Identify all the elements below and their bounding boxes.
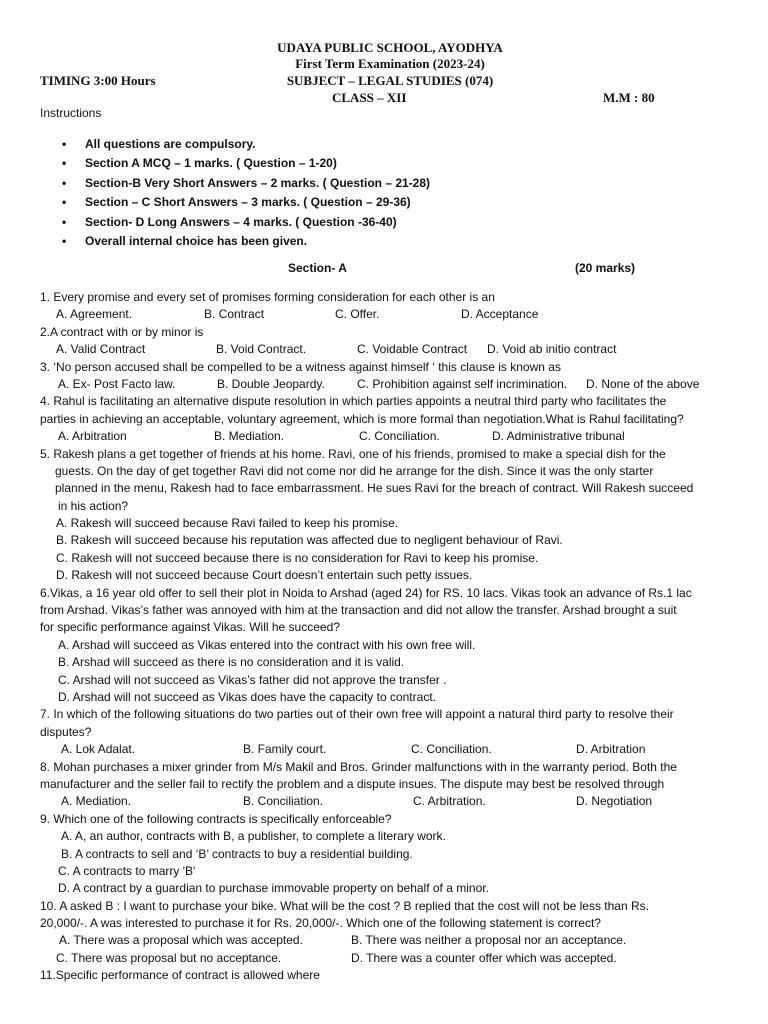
question-line	[40, 968, 740, 985]
question-line	[40, 394, 740, 411]
question-line	[40, 290, 740, 307]
answer-option: B. Contract	[204, 307, 265, 322]
question-text: C. Arshad will not succeed as Vikas’s father did not approve the transfer .	[58, 672, 447, 687]
question-text: disputes?	[40, 724, 92, 739]
answer-option: D. Administrative tribunal	[492, 429, 625, 444]
question-text: parties in achieving an acceptable, voluntary agreement, which is more formal than negotiation.What is Rahul facilitating?	[40, 411, 684, 426]
question-line	[40, 707, 740, 724]
max-marks: M.M : 80	[603, 90, 655, 105]
question-text: B. Arshad will succeed as there is no consideration and it is valid.	[58, 655, 405, 670]
class-label: CLASS – XII	[332, 90, 407, 105]
answer-option: D. There was a counter offer which was accepted.	[351, 950, 617, 965]
question-text: from Arshad. Vikas’s father was annoyed with him at the transaction and did not allow the transfer. Arshad brought a suit	[40, 603, 677, 618]
answer-option: A. Lok Adalat.	[61, 742, 136, 757]
answer-option: C. Arbitration.	[413, 794, 486, 809]
question-line	[40, 464, 740, 481]
question-line	[40, 881, 740, 898]
question-line	[40, 899, 740, 916]
question-line	[40, 499, 740, 516]
question-line	[40, 603, 740, 620]
question-line	[40, 638, 740, 655]
answer-option: B. Double Jeopardy.	[217, 376, 325, 391]
answer-option: B. There was neither a proposal nor an acceptance.	[351, 933, 627, 948]
question-text: C. A contracts to marry 'B'	[58, 863, 196, 878]
answer-option: D. Arbitration	[576, 742, 646, 757]
question-text: 7. In which of the following situations do two parties out of their own free will appoint a natural third party to resolve their	[40, 707, 674, 722]
question-line	[40, 568, 740, 585]
question-text: 3. ‘No person accused shall be compelled to be a witness against himself ‘ this clause is known as	[40, 359, 561, 374]
instruction-item: • Section A MCQ – 1 marks. ( Question – 1-20)	[62, 155, 430, 174]
question-line	[40, 620, 740, 637]
question-text: D. Rakesh will not succeed because Court doesn’t entertain such petty issues.	[56, 568, 473, 583]
question-line	[40, 951, 740, 968]
question-text: for specific performance against Vikas. Will he succeed?	[40, 620, 340, 635]
question-text: 1. Every promise and every set of promises forming consideration for each other is an	[40, 290, 495, 304]
exam-title: First Term Examination (2023-24)	[295, 56, 485, 71]
answer-option: B. Mediation.	[214, 429, 285, 444]
question-line	[40, 864, 740, 881]
question-text: 9. Which one of the following contracts is specifically enforceable?	[40, 811, 392, 826]
answer-option: C. Prohibition against self incrimination.	[357, 376, 568, 391]
question-line	[40, 481, 740, 498]
question-line	[40, 673, 740, 690]
question-text: 5. Rakesh plans a get together of friends at his home. Ravi, one of his friends, promised to make a special dish for the	[40, 446, 666, 461]
question-text: 2.A contract with or by minor is	[40, 324, 204, 339]
question-text: 11.Specific performance of contract is allowed where	[40, 968, 320, 983]
answer-option: C. Conciliation.	[359, 429, 440, 444]
question-line	[40, 725, 740, 742]
answer-option: A. Agreement.	[56, 307, 133, 322]
instruction-item: • Section-B Very Short Answers – 2 marks. ( Question – 21-28)	[62, 175, 430, 194]
section-marks: (20 marks)	[575, 261, 636, 275]
answer-option: A. Ex- Post Facto law.	[58, 376, 176, 391]
question-text: A. A, an author, contracts with B, a publisher, to complete a literary work.	[61, 829, 446, 844]
instructions-list	[62, 136, 430, 252]
question-line	[40, 742, 740, 759]
question-line	[40, 447, 740, 464]
subject-title: SUBJECT – LEGAL STUDIES (074)	[286, 73, 494, 88]
answer-option: A. Arbitration	[58, 429, 127, 444]
question-line	[40, 533, 740, 550]
answer-option: C. There was proposal but no acceptance.	[56, 950, 282, 965]
question-text: in his action?	[58, 498, 129, 513]
question-line	[40, 829, 740, 846]
question-line	[40, 794, 740, 811]
question-text: A. Arshad will succeed as Vikas entered into the contract with his own free will.	[58, 637, 476, 652]
question-text: D. A contract by a guardian to purchase immovable property on behalf of a minor.	[58, 881, 489, 896]
question-line	[40, 342, 740, 359]
question-line	[40, 655, 740, 672]
question-line	[40, 429, 740, 446]
question-line	[40, 412, 740, 429]
instructions-title: Instructions	[40, 106, 102, 120]
instruction-item: • Section- D Long Answers – 4 marks. ( Question -36-40)	[62, 214, 430, 233]
question-text: guests. On the day of get together Ravi did not come nor did he arrange for the dish. Since it was the only starter	[55, 463, 654, 478]
answer-option: B. Void Contract.	[216, 342, 307, 357]
question-text: A. Rakesh will succeed because Ravi failed to keep his promise.	[56, 516, 399, 531]
question-text: B. Rakesh will succeed because his reputation was affected due to negligent behaviour of Ravi.	[56, 533, 563, 548]
question-line	[40, 516, 740, 533]
answer-option: A. There was a proposal which was accepted.	[59, 933, 303, 948]
question-line	[40, 551, 740, 568]
answer-option: D. Void ab initio contract	[487, 342, 617, 357]
question-line	[40, 325, 740, 342]
question-line	[40, 377, 740, 394]
answer-option: D. Acceptance	[461, 307, 539, 322]
question-text: 6.Vikas, a 16 year old offer to sell their plot in Noida to Arshad (aged 24) for RS. 10 lacs. Vikas took an advance of Rs.1 lac	[40, 585, 692, 600]
answer-option: D. None of the above	[586, 376, 700, 391]
question-line	[40, 360, 740, 377]
question-text: 4. Rahul is facilitating an alternative dispute resolution in which parties appoints a neutral third party who facilitates the	[40, 394, 667, 409]
question-text: D. Arshad will not succeed as Vikas does have the capacity to contract.	[58, 689, 436, 704]
school-name: UDAYA PUBLIC SCHOOL, AYODHYA	[277, 40, 503, 55]
question-text: 8. Mohan purchases a mixer grinder from M/s Makil and Bros. Grinder malfunctions with in the warranty period. Both the	[40, 759, 677, 774]
question-line	[40, 916, 740, 933]
question-text: planned in the menu, Rakesh had to face embarrassment. He sues Ravi for the breach of contract. Will Rakesh succeed	[55, 481, 694, 496]
question-text: manufacturer and the seller fail to rectify the problem and a dispute insues. The dispute may best be resolved through	[40, 776, 665, 791]
instruction-item: • Overall internal choice has been given.	[62, 233, 430, 252]
question-text: B. A contracts to sell and ‘B’ contracts to buy a residential building.	[61, 846, 413, 861]
question-text: 20,000/-. A was interested to purchase it for Rs. 20,000/-. Which one of the following statement is correct?	[40, 916, 601, 931]
question-line	[40, 586, 740, 603]
answer-option: C. Voidable Contract	[357, 342, 468, 357]
question-line	[40, 847, 740, 864]
question-line	[40, 777, 740, 794]
question-text: C. Rakesh will not succeed because there is no consideration for Ravi to keep his promise.	[56, 550, 539, 565]
answer-option: B. Conciliation.	[243, 794, 324, 809]
question-line	[40, 690, 740, 707]
question-text: 10. A asked B : I want to purchase your bike. What will be the cost ? B replied that the cost will not be less than Rs.	[40, 898, 649, 913]
answer-option: A. Valid Contract	[56, 342, 146, 357]
instruction-item: • All questions are compulsory.	[62, 136, 430, 155]
instruction-item: • Section – C Short Answers – 3 marks. ( Question – 29-36)	[62, 194, 430, 213]
answer-option: C. Offer.	[335, 307, 380, 322]
answer-option: C. Conciliation.	[411, 742, 492, 757]
question-line	[40, 760, 740, 777]
answer-option: D. Negotiation	[576, 794, 653, 809]
question-body	[40, 290, 740, 986]
exam-timing: TIMING 3:00 Hours	[40, 73, 156, 88]
question-line	[40, 307, 740, 324]
answer-option: A. Mediation.	[61, 794, 132, 809]
question-line	[40, 933, 740, 950]
answer-option: B. Family court.	[243, 742, 327, 757]
question-line	[40, 812, 740, 829]
section-title: Section- A	[288, 261, 347, 275]
